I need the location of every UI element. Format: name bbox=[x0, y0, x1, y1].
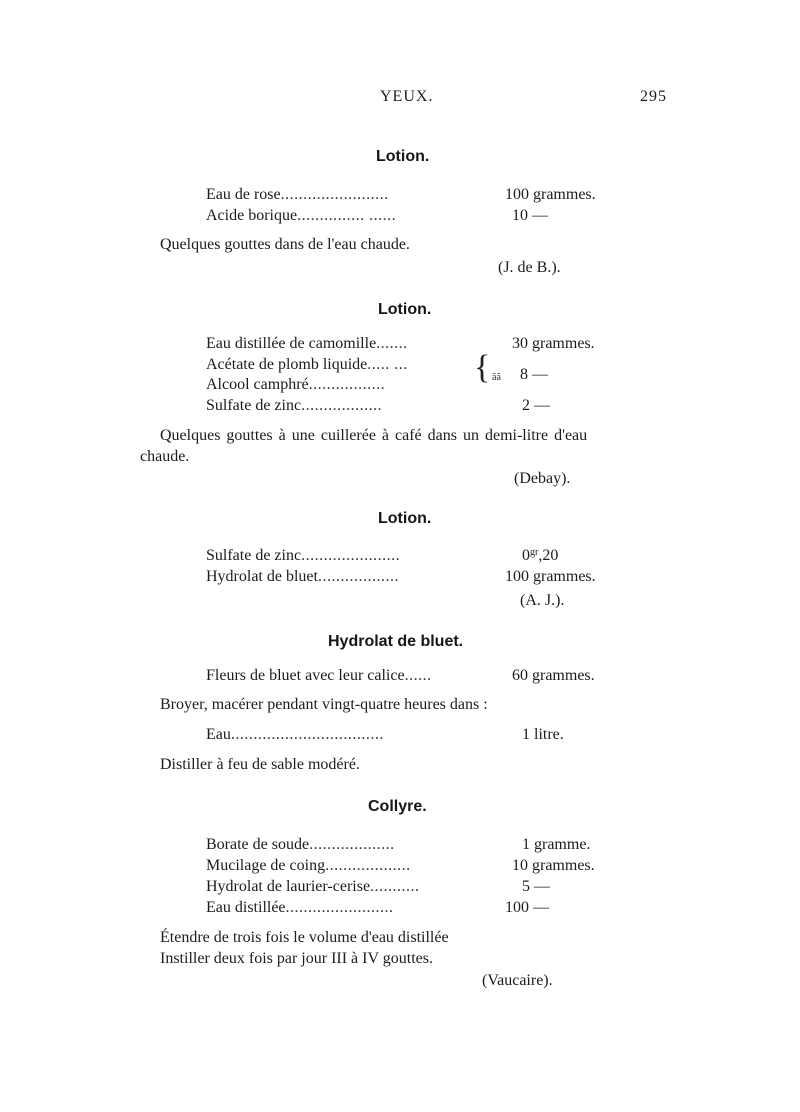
ingredient-quantity: 1 gramme. bbox=[522, 836, 591, 853]
instruction-text: chaude. bbox=[140, 448, 190, 465]
leader-dots: ................... bbox=[325, 857, 411, 874]
ingredient-quantity: 10 grammes. bbox=[512, 857, 595, 874]
recipe-line bbox=[206, 667, 626, 687]
leader-dots: ........................ bbox=[285, 899, 394, 916]
ingredient-quantity: 5 — bbox=[522, 878, 550, 895]
leader-dots: ................... bbox=[309, 836, 395, 853]
recipe-line bbox=[206, 568, 626, 588]
leader-dots: ........... bbox=[370, 878, 420, 895]
ingredient-name: Sulfate de zinc bbox=[206, 397, 302, 414]
recipe-line bbox=[206, 899, 626, 919]
instruction-text: Instiller deux fois par jour III à IV gouttes. bbox=[160, 950, 433, 967]
leader-dots: ...... bbox=[404, 667, 432, 684]
leader-dots: ........................ bbox=[280, 186, 389, 203]
attribution: (Vaucaire). bbox=[482, 972, 553, 989]
running-title: YEUX. bbox=[380, 88, 434, 105]
ingredient-quantity: 1 litre. bbox=[522, 726, 564, 743]
ingredient-name: Fleurs de bluet avec leur calice bbox=[206, 667, 405, 684]
ingredient-quantity: 100 grammes. bbox=[505, 186, 596, 203]
attribution: (A. J.). bbox=[520, 592, 565, 609]
recipe-line bbox=[206, 397, 626, 417]
section-title: Collyre. bbox=[368, 798, 427, 815]
recipe-line bbox=[206, 726, 626, 746]
leader-dots: .................. bbox=[317, 568, 399, 585]
ingredient-name: Mucilage de coing bbox=[206, 857, 326, 874]
leader-dots: ..... ... bbox=[367, 356, 408, 373]
ingredient-quantity: 10 — bbox=[512, 207, 548, 224]
recipe-line bbox=[206, 207, 626, 227]
instruction-text: Distiller à feu de sable modéré. bbox=[160, 756, 360, 773]
grouping-brace: { bbox=[474, 349, 491, 386]
ingredient-name: Alcool camphré bbox=[206, 376, 309, 393]
attribution: (Debay). bbox=[514, 470, 571, 487]
leader-dots: ...................... bbox=[301, 547, 401, 564]
recipe-line bbox=[206, 376, 626, 396]
ingredient-quantity: 100 — bbox=[505, 899, 549, 916]
ingredient-name: Eau de rose bbox=[206, 186, 281, 203]
ingredient-quantity: 30 grammes. bbox=[512, 335, 595, 352]
ingredient-name: Hydrolat de bluet bbox=[206, 568, 318, 585]
leader-dots: ............... ...... bbox=[297, 207, 397, 224]
ingredient-name: Sulfate de zinc bbox=[206, 547, 302, 564]
recipe-line bbox=[206, 547, 626, 567]
instruction-text: Quelques gouttes à une cuillerée à café dans un demi-litre d'eau bbox=[160, 427, 588, 444]
ingredient-name: Borate de soude bbox=[206, 836, 310, 853]
grouped-quantity: 8 — bbox=[520, 366, 548, 383]
ingredient-quantity: 60 grammes. bbox=[512, 667, 595, 684]
instruction-text: Broyer, macérer pendant vingt-quatre heures dans : bbox=[160, 696, 488, 713]
ingredient-name: Acide borique bbox=[206, 207, 298, 224]
ingredient-name: Eau distillée de camomille bbox=[206, 335, 377, 352]
leader-dots: ................. bbox=[308, 376, 386, 393]
recipe-line bbox=[206, 878, 626, 898]
ingredient-name: Hydrolat de laurier-cerise bbox=[206, 878, 371, 895]
ana-marker: ãã bbox=[492, 372, 501, 383]
page-number: 295 bbox=[640, 88, 667, 105]
section-title: Hydrolat de bluet. bbox=[328, 633, 464, 650]
leader-dots: ....... bbox=[376, 335, 408, 352]
section-title: Lotion. bbox=[376, 148, 430, 165]
ingredient-quantity: $0^{gr},20$ bbox=[522, 547, 559, 564]
instruction-text: Étendre de trois fois le volume d'eau distillée bbox=[160, 929, 449, 946]
section-title: Lotion. bbox=[378, 301, 432, 318]
instruction-text: Quelques gouttes dans de l'eau chaude. bbox=[160, 236, 410, 253]
ingredient-quantity: 100 grammes. bbox=[505, 568, 596, 585]
section-title: Lotion. bbox=[378, 510, 432, 527]
ingredient-quantity: 2 — bbox=[522, 397, 550, 414]
ingredient-name: Eau bbox=[206, 726, 231, 743]
ingredient-name: Acétate de plomb liquide bbox=[206, 356, 368, 373]
leader-dots: .................................. bbox=[230, 726, 384, 743]
recipe-line bbox=[206, 335, 626, 355]
leader-dots: .................. bbox=[301, 397, 383, 414]
recipe-line bbox=[206, 857, 626, 877]
recipe-line bbox=[206, 836, 626, 856]
attribution: (J. de B.). bbox=[498, 259, 561, 276]
recipe-line bbox=[206, 356, 626, 376]
ingredient-name: Eau distillée bbox=[206, 899, 286, 916]
recipe-line bbox=[206, 186, 626, 206]
